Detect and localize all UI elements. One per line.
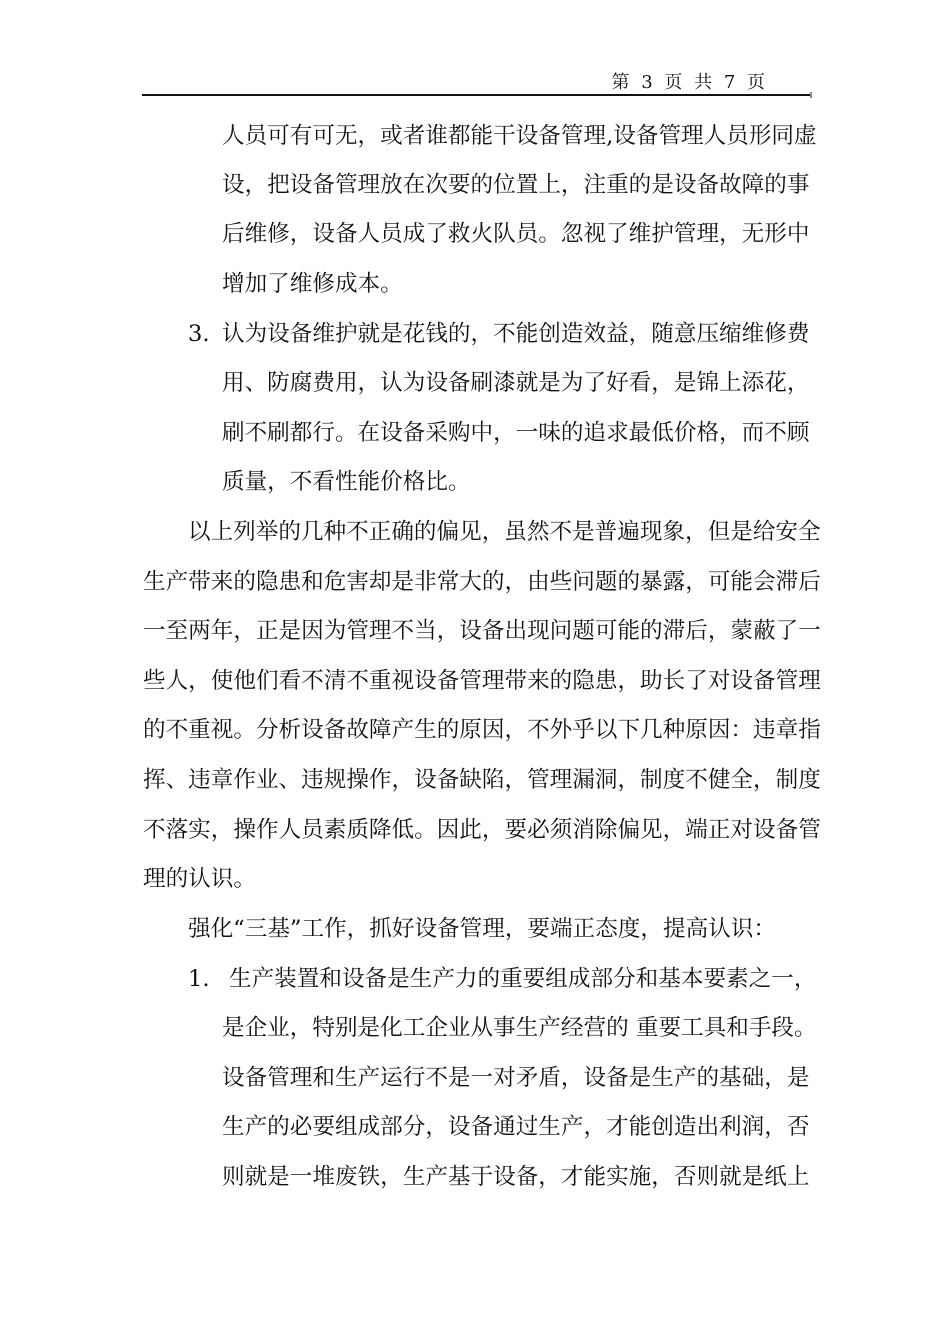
list-item-line: 生产的必要组成部分，设备通过生产，才能创造出利润，否 (222, 1114, 810, 1140)
paragraph-line: 生产带来的隐患和危害却是非常大的，由些问题的暴露，可能会滞后 (143, 569, 821, 595)
paragraph-line: 挥、违章作业、违规操作，设备缺陷，管理漏洞，制度不健全，制度 (143, 767, 821, 793)
paragraph-line: 一至两年，正是因为管理不当，设备出现问题可能的滞后，蒙蔽了一 (143, 618, 821, 644)
paragraph-line: 以上列举的几种不正确的偏见，虽然不是普遍现象，但是给安全 (188, 519, 821, 545)
paragraph-line: 的不重视。分析设备故障产生的原因，不外乎以下几种原因：违章指 (143, 717, 821, 743)
list-item-line: 质量，不看性能价格比。 (222, 469, 471, 495)
list-item-line: 认为设备维护就是花钱的，不能创造效益，随意压缩维修费 (222, 321, 810, 347)
list-item-line: 设备管理和生产运行不是一对矛盾，设备是生产的基础，是 (222, 1065, 810, 1091)
paragraph-line: 理的认识。 (143, 866, 256, 892)
page-header (142, 64, 810, 96)
paragraph-line: 强化“三基”工作，抓好设备管理，要端正态度，提高认识： (188, 916, 776, 942)
text-line: 人员可有可无，或者谁都能干设备管理,设备管理人员形同虚 (222, 123, 817, 149)
page-number: 第 3 页 共 7 页 (611, 72, 768, 93)
paragraph-line: 些人，使他们看不清不重视设备管理带来的隐患，助长了对设备管理 (143, 668, 821, 694)
list-item-line: 是企业，特别是化工企业从事生产经营的 重要工具和手段。 (222, 1015, 817, 1041)
list-item-line: 则就是一堆废铁，生产基于设备，才能实施，否则就是纸上 (222, 1164, 810, 1190)
text-line: 设，把设备管理放在次要的位置上，注重的是设备故障的事 (222, 172, 810, 198)
paragraph-line: 不落实，操作人员素质降低。因此，要必须消除偏见，端正对设备管 (143, 817, 821, 843)
list-item-line: 生产装置和设备是生产力的重要组成部分和基本要素之一， (229, 966, 817, 992)
list-item-line: 刷不刷都行。在设备采购中，一味的追求最低价格，而不顾 (222, 420, 810, 446)
list-item-line: 用、防腐费用，认为设备刷漆就是为了好看，是锦上添花， (222, 370, 810, 396)
list-number: 1. (188, 966, 210, 992)
text-line: 增加了维修成本。 (222, 271, 403, 297)
text-line: 后维修，设备人员成了救火队员。忽视了维护管理，无形中 (222, 221, 810, 247)
header-rule-mark (810, 92, 812, 98)
list-number: 3. (188, 321, 210, 347)
